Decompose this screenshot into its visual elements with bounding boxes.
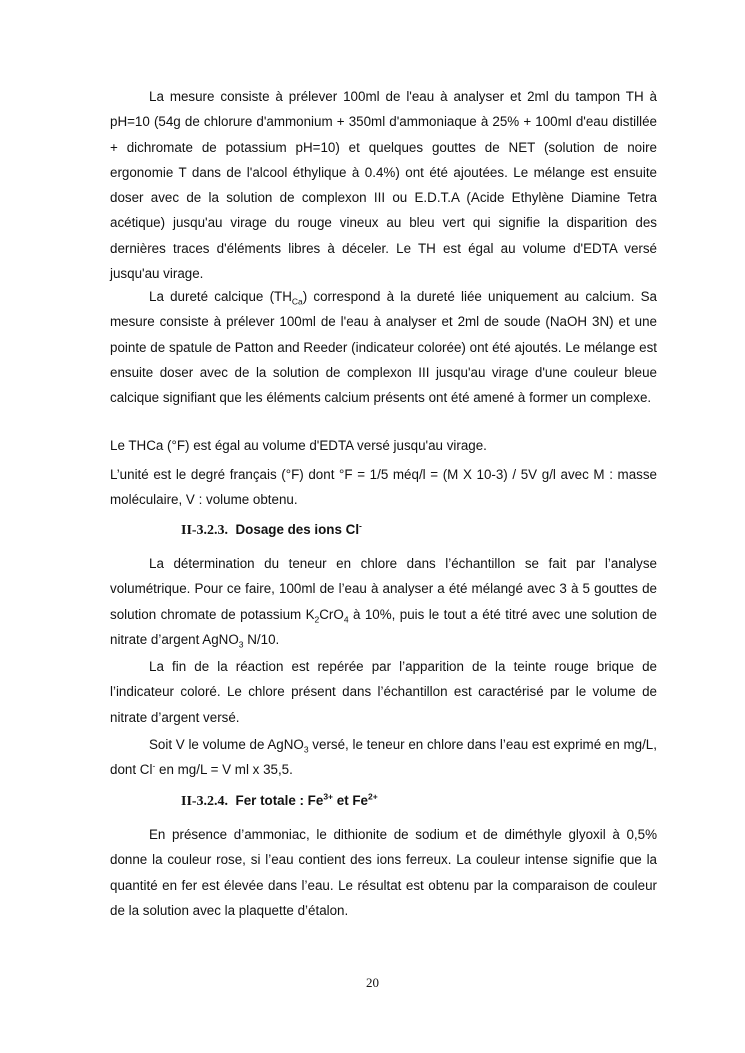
paragraph-thca: Le THCa (°F) est égal au volume d'EDTA versé jusqu'au virage.	[110, 438, 487, 453]
section-heading-chloride: II-3.2.3. Dosage des ions Cl-	[181, 520, 362, 538]
paragraph-chloride-method: La détermination du teneur en chlore dans l’échantillon se fait par l’analyse volumétrique. Pour ce faire, 100ml de l’eau à analyser a été mélangé avec 3 à 5 gouttes de solution chromate de potassium $K_2CrO_4$ à 10%, puis le tout a été titré avec une solution de nitrate d’argent AgNO$_3$ N/10.	[110, 556, 657, 650]
paragraph-calcium-hardness: La dureté calcique $(TH_{Ca})$ correspond à la dureté liée uniquement au calcium. Sa mesure consiste à prélever 100ml de l'eau à analyser et 2ml de soude (NaOH 3N) et une pointe de spatule de Patton and Reeder (indicateur colorée) ont été ajoutés. Le mélange est ensuite doser avec de la solution de complexon III jusqu'au virage d'une couleur bleue calcique signifiant que les éléments calcium présents ont été amené à former un complexe.	[110, 289, 658, 406]
paragraph-th-measure: La mesure consiste à prélever 100ml de l'eau à analyser et 2ml du tampon TH à pH=10 (54g de chlorure d'ammonium + 350ml d'ammoniaque à 25% + 100ml d'eau distillée + dichromate de potassium pH=10) et quelques gouttes de NET (solution de noire ergonomie T dans de l'alcool éthylique à 0.4%) ont été ajoutées. Le mélange est ensuite doser avec de la solution de complexon III ou E.D.T.A (Acide Ethylène Diamine Tetra acétique) jusqu'au virage du rouge vineux au bleu vert qui signifie la disparition des dernières traces d'éléments libres à déceler. Le TH est égal au volume d'EDTA versé jusqu'au virage.	[110, 89, 657, 282]
section-heading-iron: II-3.2.4. Fer totale : $Fe^{3+}$ et $Fe^{2+}$	[181, 791, 378, 809]
page-number: 20	[366, 975, 379, 990]
paragraph-unit: L’unité est le degré français (°F) dont °F = 1/5 méq/l = (M X 10-3) / 5V g/l avec M : masse moléculaire, V : volume obtenu.	[110, 467, 657, 508]
paragraph-iron-method: En présence d’ammoniac, le dithionite de sodium et de diméthyle glyoxil à 0,5% donne la couleur rose, si l’eau contient des ions ferreux. La couleur intense signifie que la quantité en fer est élevée dans l’eau. Le résultat est obtenu par la comparaison de couleur de la solution avec la plaquette d’étalon.	[110, 827, 657, 918]
paragraph-chloride-formula: Soit V le volume de AgNO$_3$ versé, le teneur en chlore dans l’eau est exprimé en mg/L, dont Cl- en mg/L = V ml x 35,5.	[110, 737, 657, 778]
paragraph-end-reaction: La fin de la réaction est repérée par l’apparition de la teinte rouge brique de l’indicateur coloré. Le chlore présent dans l’échantillon est caractérisé par le volume de nitrate d’argent versé.	[110, 659, 657, 725]
